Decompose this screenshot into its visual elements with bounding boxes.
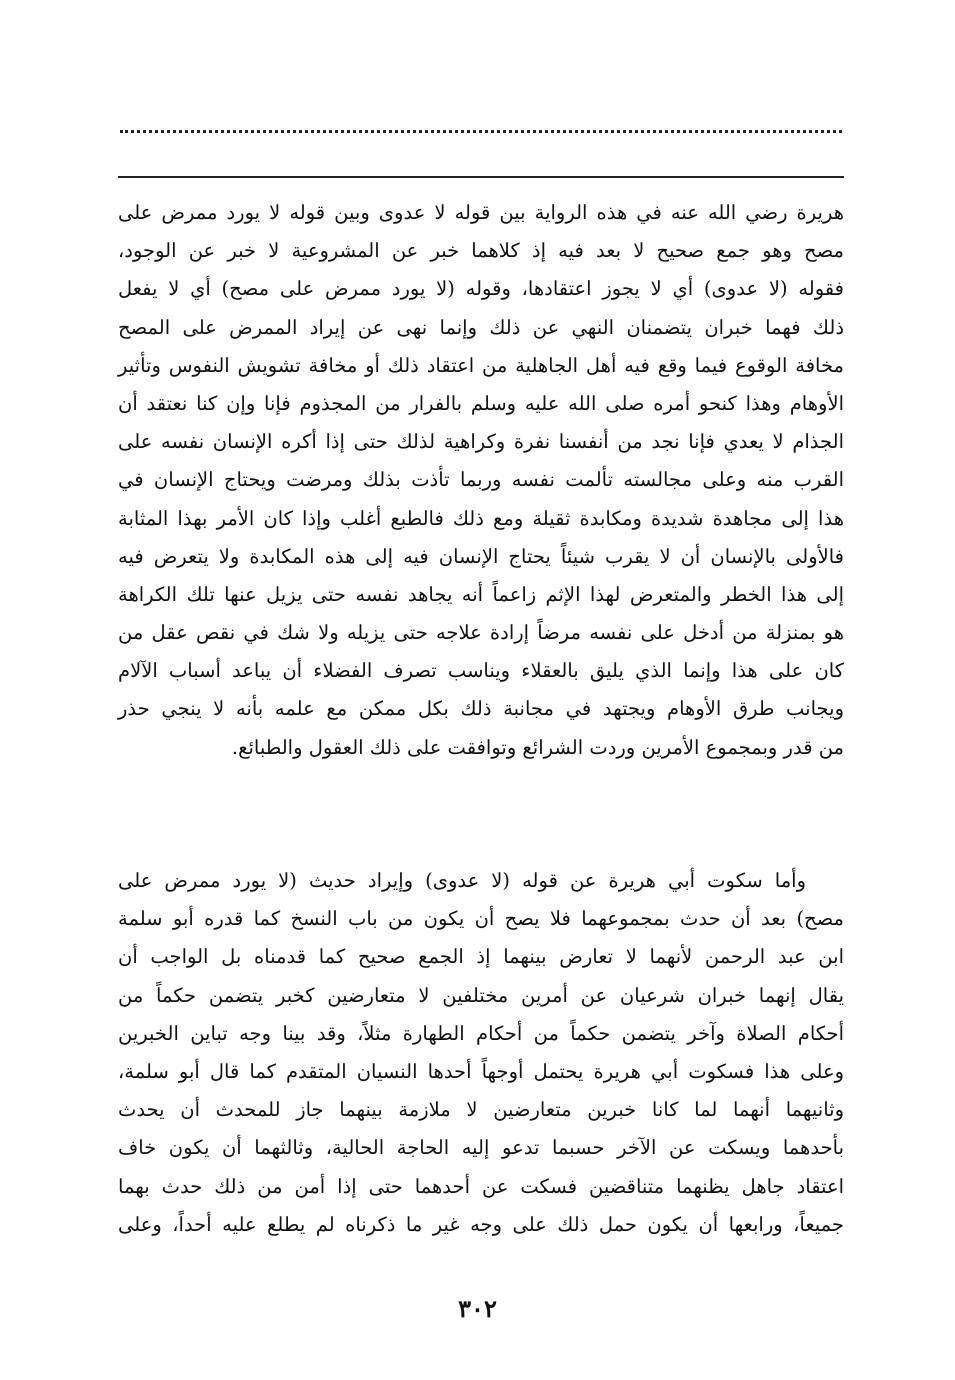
- text-line: الأوهام وهذا كنحو أمره صلى الله عليه وسلم بالفرار من المجذوم فإنا وإن كنا نعتقد أن: [118, 391, 844, 415]
- paragraph-1: [118, 194, 844, 767]
- text-line: الجذام لا يعدي فإنا نجد من أنفسنا نفرة وكراهية لذلك حتى إذا أكره الإنسان نفسه على: [118, 430, 844, 454]
- header-rule: [118, 176, 844, 178]
- text-line: ويجانب طرق الأوهام ويجتهد في مجانبة ذلك بكل ممكن مع علمه بأنه لا ينجي حذر: [118, 697, 844, 721]
- text-line: مصح) بعد أن حدث بمجموعهما فلا يصح أن يكون من باب النسخ كما قدره أبو سلمة: [118, 907, 844, 931]
- text-line: هو بمنزلة من أدخل على نفسه مرضاً إرادة علاجه حتى يزيله ولا شك في نقص عقل من: [118, 621, 844, 645]
- text-line: مخافة الوقوع فيما وقع فيه أهل الجاهلية من اعتقاد ذلك أو مخافة تشويش النفوس وتأثير: [118, 353, 844, 377]
- page-number: ٣٠٢: [458, 1294, 497, 1323]
- text-line: يقال إنهما خبران شرعيان عن أمرين مختلفين لا متعارضين كخبر يتضمن حكماً من: [118, 983, 844, 1007]
- text-line: ذلك فهما خبران يتضمنان النهي عن ذلك وإنما نهى عن إيراد الممرض على المصح: [118, 315, 844, 339]
- text-line: مصح وهو جمع صحيح لا بعد فيه إذ كلاهما خبر عن المشروعية لا خبر عن الوجود،: [118, 239, 844, 263]
- text-line: فالأولى بالإنسان أن لا يقرب شيئاً يحتاج الإنسان فيه إلى هذه المكابدة ولا يتعرض فيه: [118, 544, 844, 568]
- text-line: إلى هذا الخطر والمتعرض لهذا الإثم زاعماً أنه يجاهد نفسه حتى يزيل عنها تلك الكراهة: [118, 582, 844, 606]
- text-line: فقوله (لا عدوى) أي لا يجوز اعتقادها، وقوله (لا يورد ممرض على مصح) أي لا يفعل: [118, 277, 844, 301]
- text-line: وعلى هذا فسكوت أبي هريرة يحتمل أوجهاً أحدها النسيان المتقدم كما قال أبو سلمة،: [118, 1059, 844, 1083]
- text-line: هريرة رضي الله عنه في هذه الرواية بين قوله لا عدوى وبين قوله لا يورد ممرض على: [118, 201, 844, 224]
- text-line: بأحدهما ويسكت عن الآخر حسبما تدعو إليه الحاجة الحالية، وثالثهما أن يكون خاف: [118, 1136, 844, 1160]
- text-line: اعتقاد جاهل يظنهما متناقضين فسكت عن أحدهما حتى إذا أمن من ذلك حدث بهما: [118, 1174, 844, 1198]
- text-line: من قدر وبمجموع الأمرين وردت الشرائع وتوافقت على ذلك العقول والطبائع.: [231, 735, 844, 759]
- text-line: وأما سكوت أبي هريرة عن قوله (لا عدوى) وإيراد حديث (لا يورد ممرض على: [118, 869, 806, 892]
- text-line: جميعاً، ورابعها أن يكون حمل ذلك على وجه غير ما ذكرناه لم يطلع عليه أحداً، وعلى: [118, 1212, 844, 1236]
- text-line: أحكام الصلاة وآخر يتضمن حكماً من أحكام الطهارة مثلاً، وقد بينا وجه تباين الخبرين: [118, 1021, 844, 1045]
- text-line: وثانيهما أنهما لما كانا خبرين متعارضين لا ملازمة بينهما جاز للمحدث أن يحدث: [118, 1098, 844, 1122]
- paragraph-2: [118, 862, 844, 1244]
- text-line: ابن عبد الرحمن لأنهما لا تعارض بينهما إذ الجمع صحيح كما قدمناه بل الواجب أن: [118, 945, 844, 969]
- dotted-separator: [120, 116, 842, 133]
- text-line: هذا إلى مجاهدة شديدة ومكابدة ثقيلة ومع ذلك فالطبع أغلب وإذا كان الأمر بهذا المثابة: [118, 506, 844, 530]
- text-line: القرب منه وعلى مجالسته تألمت نفسه وربما تأذت بذلك ومرضت ويحتاج الإنسان في: [118, 468, 844, 492]
- text-line: كان على هذا وإنما الذي يليق بالعقلاء ويناسب تصرف الفضلاء أن يباعد أسباب الآلام: [118, 659, 844, 683]
